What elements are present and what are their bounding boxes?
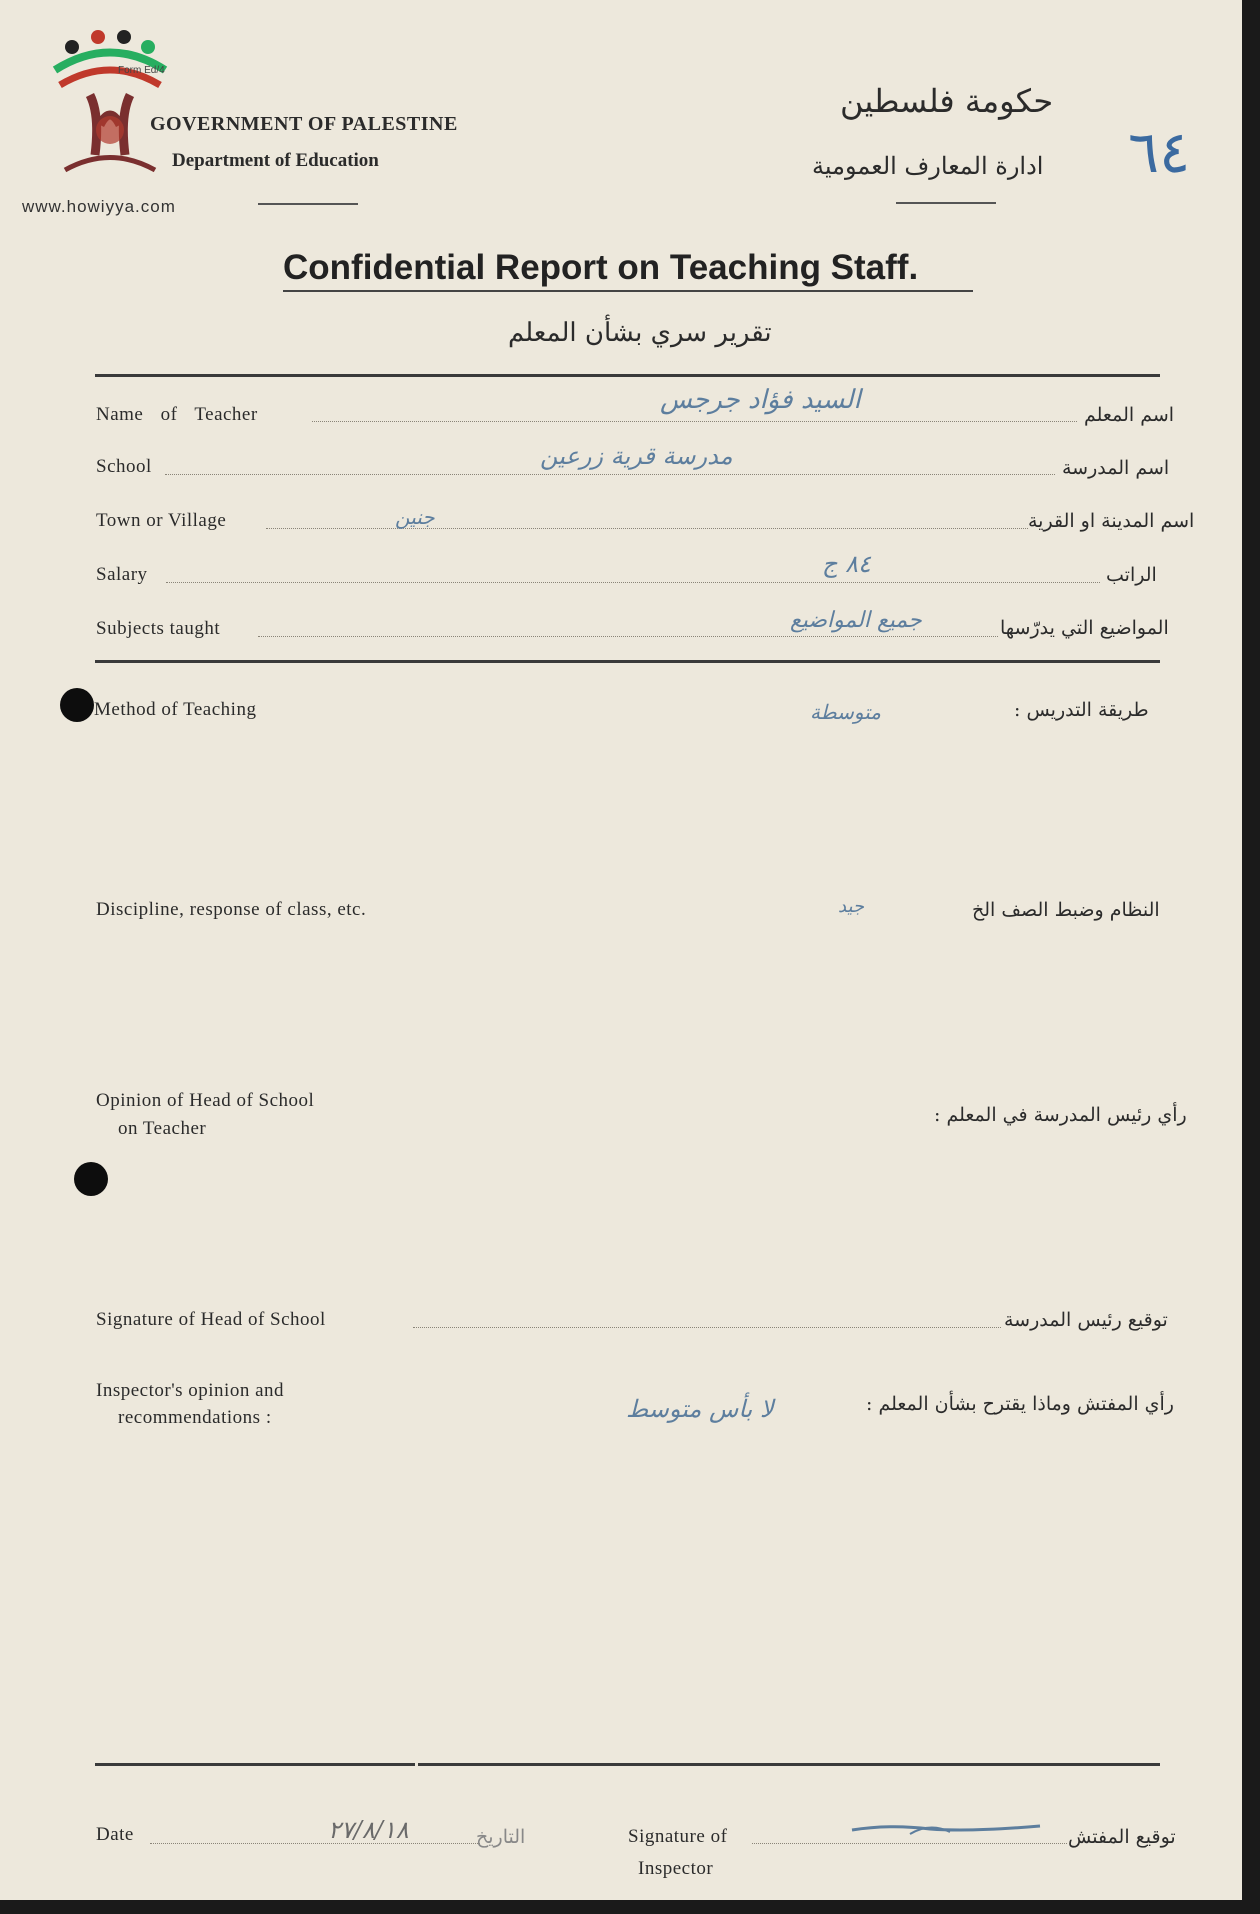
discipline-value: جيد	[838, 896, 865, 917]
date-label-ar: التاريخ	[476, 1826, 526, 1848]
inspector-label: Inspector's opinion and	[96, 1380, 285, 1401]
inspector-signature-label: Signature of	[628, 1826, 728, 1847]
salary-label-ar: الراتب	[1106, 564, 1157, 586]
inspector-signature-label-ar: توقيع المفتش	[1068, 1826, 1176, 1848]
punch-hole-upper	[60, 688, 94, 722]
school-value: مدرسة قرية زرعين	[540, 442, 733, 470]
name-label: Name of Teacher	[96, 404, 258, 425]
scan-edge	[1242, 0, 1250, 1914]
title-underline	[283, 290, 973, 292]
subjects-label-ar: المواضيع التي يدرّسها	[1000, 617, 1169, 639]
opinion-head-label-2: on Teacher	[118, 1118, 207, 1139]
page-title: Confidential Report on Teaching Staff.	[283, 248, 919, 287]
school-label-ar: اسم المدرسة	[1062, 457, 1170, 479]
date-label: Date	[96, 1824, 134, 1845]
form-number: Form Ed/4	[118, 65, 165, 76]
inspector-signature-label-2: Inspector	[638, 1858, 714, 1879]
inspector-value: لا بأس متوسط	[626, 1395, 774, 1423]
howiyya-logo	[22, 25, 180, 216]
opinion-head-label: Opinion of Head of School	[96, 1090, 315, 1111]
name-value: السيد فؤاد جرجس	[660, 385, 861, 415]
punch-hole-lower	[74, 1162, 108, 1196]
header-rule-right	[896, 202, 996, 204]
town-dotted-line	[266, 528, 1028, 529]
signature-head-label: Signature of Head of School	[96, 1309, 326, 1330]
salary-value: ٨٤ ج	[822, 550, 871, 578]
rule-bottom-left	[95, 1763, 415, 1766]
school-label: School	[96, 456, 152, 477]
method-value: متوسطة	[810, 700, 881, 724]
tree-emblem-icon	[40, 25, 180, 175]
gov-title-en: GOVERNMENT OF PALESTINE	[150, 113, 458, 135]
inspector-label-2: recommendations :	[118, 1407, 272, 1428]
subjects-value: جميع المواضيع	[790, 608, 922, 633]
discipline-label-ar: النظام وضبط الصف الخ	[972, 899, 1160, 921]
header-rule-left	[258, 203, 358, 205]
rule-top	[95, 374, 1160, 377]
rule-fields-bottom	[95, 660, 1160, 663]
salary-label: Salary	[96, 564, 148, 585]
subjects-dotted-line	[258, 636, 998, 637]
town-label: Town or Village	[96, 510, 227, 531]
dept-title-ar: ادارة المعارف العمومية	[812, 152, 1044, 180]
opinion-head-label-ar: رأي رئيس المدرسة في المعلم :	[934, 1104, 1187, 1126]
date-value: ٢٧/٨/١٨	[328, 1816, 409, 1844]
salary-dotted-line	[166, 582, 1100, 583]
discipline-label: Discipline, response of class, etc.	[96, 899, 367, 920]
inspector-label-ar: رأي المفتش وماذا يقترح بشأن المعلم :	[866, 1393, 1174, 1415]
signature-head-label-ar: توقيع رئيس المدرسة	[1004, 1309, 1168, 1331]
method-label: Method of Teaching	[94, 699, 257, 720]
subjects-label: Subjects taught	[96, 618, 221, 639]
inspector-signature-dotted-line	[752, 1843, 1067, 1844]
name-label-ar: اسم المعلم	[1084, 404, 1175, 426]
signature-head-dotted-line	[413, 1327, 1001, 1328]
method-label-ar: طريقة التدريس :	[1014, 699, 1149, 721]
school-dotted-line	[165, 474, 1055, 475]
town-label-ar: اسم المدينة او القرية	[1028, 510, 1195, 532]
town-value: جنين	[395, 505, 435, 529]
site-url: www.howiyya.com	[22, 197, 176, 216]
name-dotted-line	[312, 421, 1077, 422]
page-title-ar: تقرير سري بشأن المعلم	[508, 318, 772, 348]
rule-bottom-right	[418, 1763, 1160, 1766]
gov-title-ar: حكومة فلسطين	[840, 82, 1054, 120]
date-dotted-line	[150, 1843, 480, 1844]
page-number: ٦٤	[1128, 118, 1191, 186]
inspector-signature-scrawl	[850, 1820, 1050, 1840]
dept-title-en: Department of Education	[172, 150, 379, 171]
